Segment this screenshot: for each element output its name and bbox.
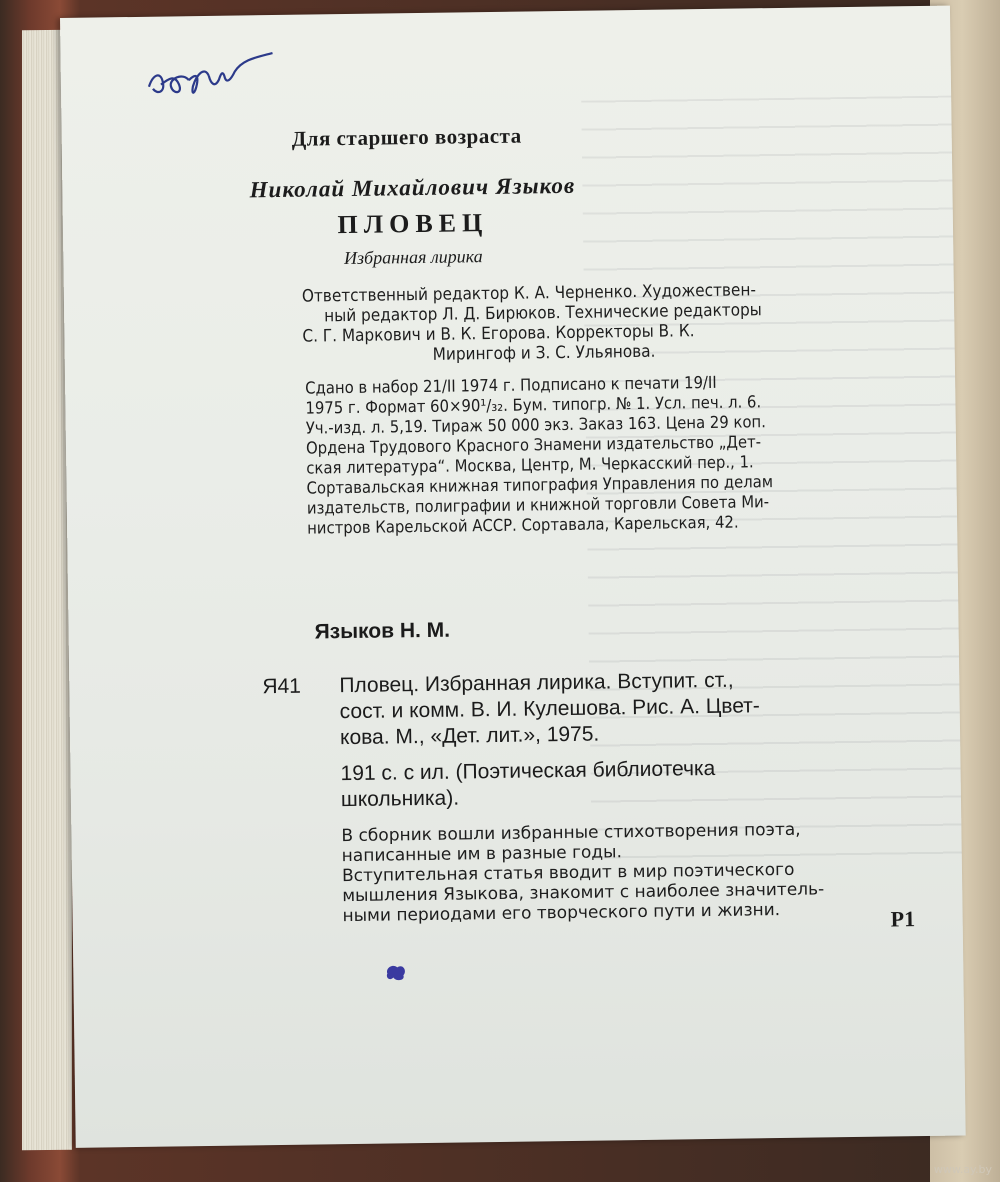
catalog-pages-line: школьника). [340, 786, 460, 812]
imprint-line: Сдано в набор 21/II 1974 г. Подписано к печати 19/II [305, 372, 717, 398]
book-subtitle: Избранная лирика [343, 246, 483, 269]
annotation-line: В сборник вошли избранные стихотворения поэта, [341, 819, 801, 847]
handwritten-signature-icon [138, 43, 279, 105]
book-page [60, 6, 966, 1148]
credits-line: С. Г. Маркович и В. К. Егорова. Корректоры В. К. [302, 321, 695, 347]
imprint-line: издательств, полиграфии и книжной торговли Совета Ми- [306, 492, 770, 518]
annotation-line: написанные им в разные годы. [341, 842, 623, 867]
catalog-author-heading: Языков Н. М. [314, 618, 451, 644]
credits-line: Мирингоф и З. С. Ульянова. [432, 341, 656, 365]
annotation-line: мышления Языкова, знакомит с наиболее значитель- [342, 879, 825, 907]
annotation-line: ными периодами его творческого пути и жизни. [342, 900, 781, 927]
catalog-pages-line: 191 с. с ил. (Поэтическая библиотечка [340, 756, 716, 786]
imprint-line: Сортавальская книжная типография Управления по делам [306, 472, 774, 498]
author-name: Николай Михайлович Языков [249, 172, 576, 203]
imprint-line: 1975 г. Формат 60×90¹/₃₂. Бум. типогр. № 1. Усл. печ. л. 6. [305, 392, 762, 418]
imprint-line: Ордена Трудового Красного Знамени издательство „Дет- [305, 432, 762, 458]
watermark: www.ay.by [933, 1163, 992, 1176]
credits-line: ный редактор Л. Д. Бирюков. Технические редакторы [324, 300, 762, 327]
catalog-entry-line: Пловец. Избранная лирика. Вступит. ст., [339, 668, 734, 698]
imprint-line: Уч.-изд. л. 5,19. Тираж 50 000 экз. Заказ 163. Цена 29 коп. [305, 412, 767, 438]
age-group-label: Для старшего возраста [291, 123, 522, 151]
annotation-line: Вступительная статья вводит в мир поэтического [341, 859, 795, 887]
classification-index: Р1 [890, 906, 916, 932]
catalog-entry-line: кова. М., «Дет. лит.», 1975. [339, 722, 600, 750]
catalog-entry-line: сост. и комм. В. И. Кулешова. Рис. А. Цвет- [339, 694, 760, 724]
credits-line: Ответственный редактор К. А. Черненко. Художествен- [301, 280, 757, 307]
catalog-code: Я41 [262, 674, 302, 699]
imprint-line: ская литература“. Москва, Центр, М. Черкасский пер., 1. [306, 452, 754, 478]
imprint-line: нистров Карельской АССР. Сортавала, Карельская, 42. [307, 512, 739, 538]
ink-stain-icon [383, 961, 409, 983]
book-title: ПЛОВЕЦ [337, 208, 489, 240]
